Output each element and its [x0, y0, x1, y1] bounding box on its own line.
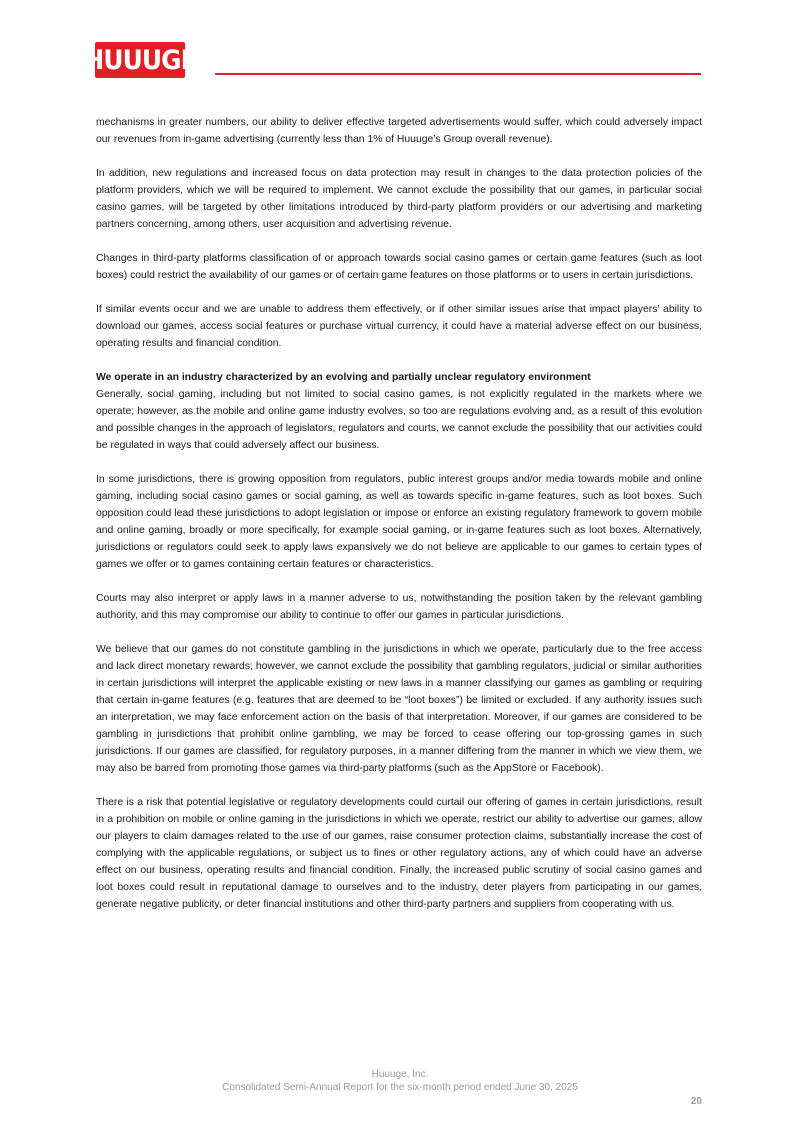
body-paragraph: Generally, social gaming, including but not limited to social casino games, is not explicitly regulated in the markets where we operate; however, as the mobile and online game industry evolves, so too are regulations evolving and, as a result of this evolution and possible changes in the approach of legislators, regulators and courts, we cannot exclude the possibility that our activities could be regulated in ways that could adversely affect our business. — [96, 389, 702, 451]
page-number: 20 — [690, 1096, 702, 1107]
body-paragraph: There is a risk that potential legislative or regulatory developments could curtail our offering of games in certain jurisdictions, result in a prohibition on mobile or online gaming in the jurisdictions in which we operate, restrict our ability to advertise our games, allow our players to claim damages related to the use of our games, raise consumer protection claims, substantially increase the cost of complying with the applicable regulations, or subject us to fines or other regulatory actions, any of which could have an adverse effect on our business, operating results and financial condition. Finally, the increased public scrutiny of social casino games and loot boxes could result in reputational damage to ourselves and to the industry, deter players from participating in our games, generate negative publicity, or deter financial institutions and other third-party partners and suppliers from cooperating with us. — [96, 797, 702, 910]
footer-company: Huuuge, Inc. — [371, 1069, 429, 1080]
body-paragraph: mechanisms in greater numbers, our ability to deliver effective targeted advertisements would suffer, which could adversely impact our revenues from in-game advertising (currently less than 1% of Huuuge’s Group overall revenue). — [96, 117, 702, 145]
body-paragraph: We believe that our games do not constitute gambling in the jurisdictions in which we operate, particularly due to the free access and lack direct monetary rewards; however, we cannot exclude the possibility that gambling regulators, judicial or similar authorities in certain jurisdictions will interpret the applicable existing or new laws in a manner classifying our games as gambling or requiring that certain in-game features (e.g. features that are deemed to be “loot boxes”) be limited or excluded. If any authority issues such an interpretation, we may face enforcement action on the basis of that interpretation. Moreover, if our games are considered to be gambling in jurisdictions that prohibit online gambling, we may be forced to cease offering our top-grossing games in such jurisdictions. If our games are classified, for regulatory purposes, in a manner differing from the manner in which we view them, we may also be barred from promoting those games via third-party platforms (such as the AppStore or Facebook). — [96, 644, 702, 774]
body-paragraph: In some jurisdictions, there is growing opposition from regulators, public interest groups and/or media towards mobile and online gaming, including social casino games or social gaming, as well as towards specific in-game features, such as loot boxes. Such opposition could lead these jurisdictions to adopt legislation or impose or enforce an existing regulatory framework to govern mobile and online gaming, broadly or more specifically, for example social gaming, or in-game features such as loot boxes. Alternatively, jurisdictions or regulators could seek to apply laws expansively we do not believe are applicable to our games to certain types of games we offer or to games containing certain features or characteristics. — [96, 474, 702, 570]
header-divider — [215, 73, 701, 75]
document-body — [96, 114, 702, 930]
page-footer — [0, 1068, 800, 1094]
footer-report-title: Consolidated Semi-Annual Report for the six-month period ended June 30, 2025 — [222, 1082, 578, 1093]
section-block — [96, 369, 702, 454]
body-paragraph: If similar events occur and we are unable to address them effectively, or if other similar issues arise that impact players’ ability to download our games, access social features or purchase virtual currency, it could have a material adverse effect on our business, operating results and financial condition. — [96, 304, 702, 349]
huuuge-logo: HUUUGE — [95, 42, 185, 78]
body-paragraph: Changes in third-party platforms classification of or approach towards social casino games or certain game features (such as loot boxes) could restrict the availability of our games or of certain game features on those platforms or to users in certain jurisdictions. — [96, 253, 702, 281]
section-heading: We operate in an industry characterized by an evolving and partially unclear regulatory environment — [96, 372, 591, 383]
body-paragraph: Courts may also interpret or apply laws in a manner adverse to us, notwithstanding the position taken by the relevant gambling authority, and this may compromise our ability to continue to offer our games in particular jurisdictions. — [96, 593, 702, 621]
body-paragraph: In addition, new regulations and increased focus on data protection may result in changes to the data protection policies of the platform providers, which we will be required to implement. We cannot exclude the possibility that our games, in particular social casino games, will be targeted by other limitations introduced by third-party platform providers or our advertising and marketing partners concerning, among others, user acquisition and advertising revenue. — [96, 168, 702, 230]
